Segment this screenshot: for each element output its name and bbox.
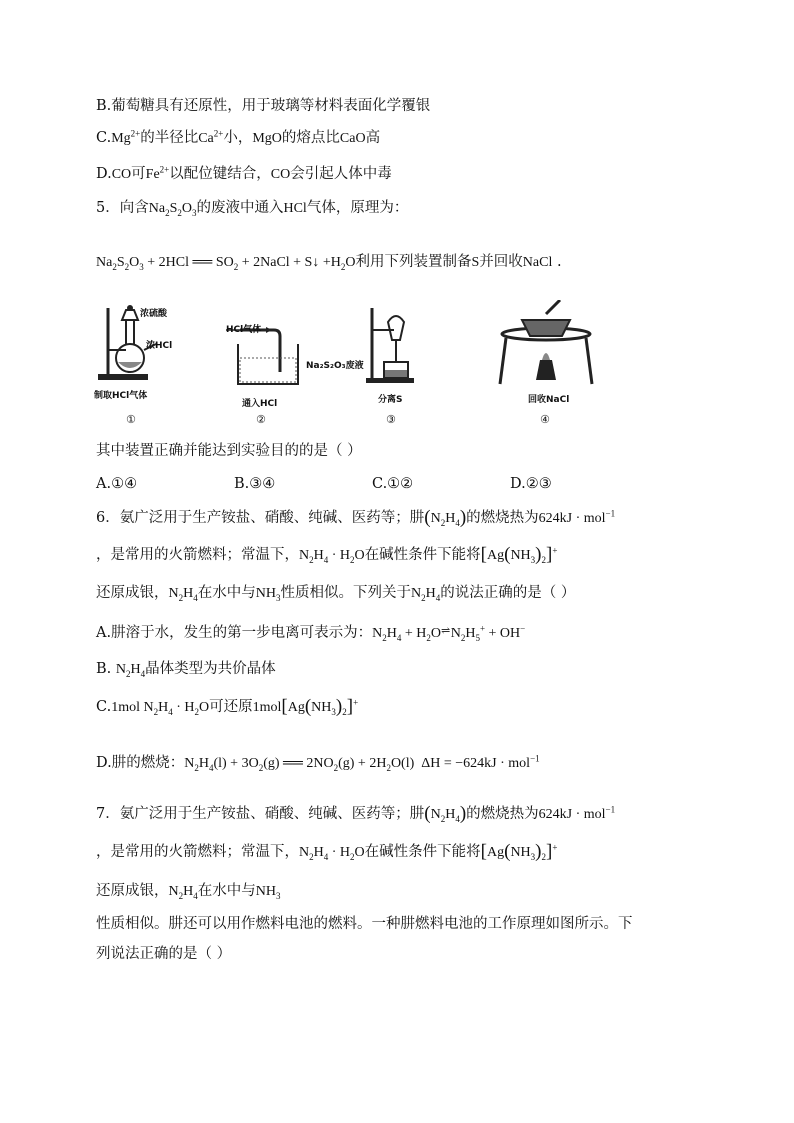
apparatus-1-caption: 制取HCl气体 xyxy=(94,391,148,401)
q6-option-d[interactable]: D.肼的燃烧：$N_2H_4(l) + 3O_2(g)$ ══ $2NO_2(g) + 2H_2O(l) \Delta H = -624kJ \cdot mol^{-1}$ xyxy=(96,753,540,773)
q5-option-a[interactable]: A.①④ xyxy=(96,476,138,492)
q7-stem-line3: 还原成银，$N_2H_4$在水中与$NH_3$ xyxy=(96,883,281,901)
apparatus-2-diagram xyxy=(226,300,376,410)
apparatus-2-label-gas: HCl气体 xyxy=(226,325,262,335)
q5-question: 其中装置正确并能达到实验目的的是（ ） xyxy=(96,443,362,459)
q5-equation: $Na_2S_2O_3 + 2HCl$ ══ $SO_2$ + 2NaCl + S↓ $+H_2O$利用下列装置制备S并回收NaCl . xyxy=(96,254,562,272)
apparatus-1-number: ① xyxy=(126,413,136,426)
q7-stem-line2: ，是常用的火箭燃料；常温下，$N_2H_4 \cdot H_2O$在碱性条件下能将$[Ag(NH_3)_2]^+$ xyxy=(96,841,558,862)
q6-stem-line1: 6．氨广泛用于生产铵盐、硝酸、纯碱、医药等；肼$(N_2H_4)$的燃烧热为624kJ · mol$^{-1}$ xyxy=(96,507,616,528)
q6-stem-line2: ，是常用的火箭燃料；常温下，$N_2H_4 \cdot H_2O$在碱性条件下能将$[Ag(NH_3)_2]^+$ xyxy=(96,544,558,565)
q5-stem: 5．向含$Na_2S_2O_3$的废液中通入HCl气体，原理为： xyxy=(96,200,409,218)
q6-option-a[interactable]: A.肼溶于水，发生的第一步电离可表示为：$N_2H_4$ + $H_2O\rightleftharpoons$ $N_2H_5^+ + OH^-$ xyxy=(96,623,526,643)
apparatus-1-label-hcl: 浓HCl xyxy=(146,341,173,351)
q7-stem-line1: 7．氨广泛用于生产铵盐、硝酸、纯碱、医药等；肼$(N_2H_4)$的燃烧热为624kJ · mol$^{-1}$ xyxy=(96,803,616,824)
q7-stem-line4: 性质相似。肼还可以用作燃料电池的燃料。一种肼燃料电池的工作原理如图所示。下 xyxy=(96,916,633,932)
apparatus-4-number: ④ xyxy=(540,413,550,426)
apparatus-4-caption: 回收NaCl xyxy=(528,395,570,405)
q7-stem-line5: 列说法正确的是（ ） xyxy=(96,946,232,962)
apparatus-2-number: ② xyxy=(256,413,266,426)
apparatus-3-number: ③ xyxy=(386,413,396,426)
apparatus-1-label-acid: 浓硫酸 xyxy=(140,309,168,319)
q4-option-b: B.葡萄糖具有还原性，用于玻璃等材料表面化学覆银 xyxy=(96,98,431,114)
apparatus-2-label-waste: Na₂S₂O₃废液 xyxy=(306,361,364,371)
q5-option-c[interactable]: C.①② xyxy=(372,476,414,492)
q6-stem-line3: 还原成银，$N_2H_4$在水中与$NH_3$性质相似。下列关于$N_2H_4$的说法正确的是（ ） xyxy=(96,585,576,603)
apparatus-2-caption: 通入HCl xyxy=(242,399,278,409)
q4-option-c: $C.Mg^{2+}$的半径比$Ca^{2+}$小，MgO的熔点比CaO高 xyxy=(96,128,381,146)
q5-option-b[interactable]: B.③④ xyxy=(234,476,276,492)
apparatus-3-caption: 分离S xyxy=(378,395,403,405)
apparatus-figure xyxy=(96,300,656,430)
q4-option-d: D.CO可$Fe^{2+}$以配位键结合，CO会引起人体中毒 xyxy=(96,164,392,182)
q5-options xyxy=(96,474,696,494)
q6-option-b[interactable]: B. $N_2H_4$晶体类型为共价晶体 xyxy=(96,661,276,679)
q6-option-c[interactable]: C.1mol $N_2H_4 \cdot H_2O$可还原$1mol[Ag(NH_3)_2]^+$ xyxy=(96,696,359,717)
q5-option-d[interactable]: D.②③ xyxy=(510,476,552,492)
